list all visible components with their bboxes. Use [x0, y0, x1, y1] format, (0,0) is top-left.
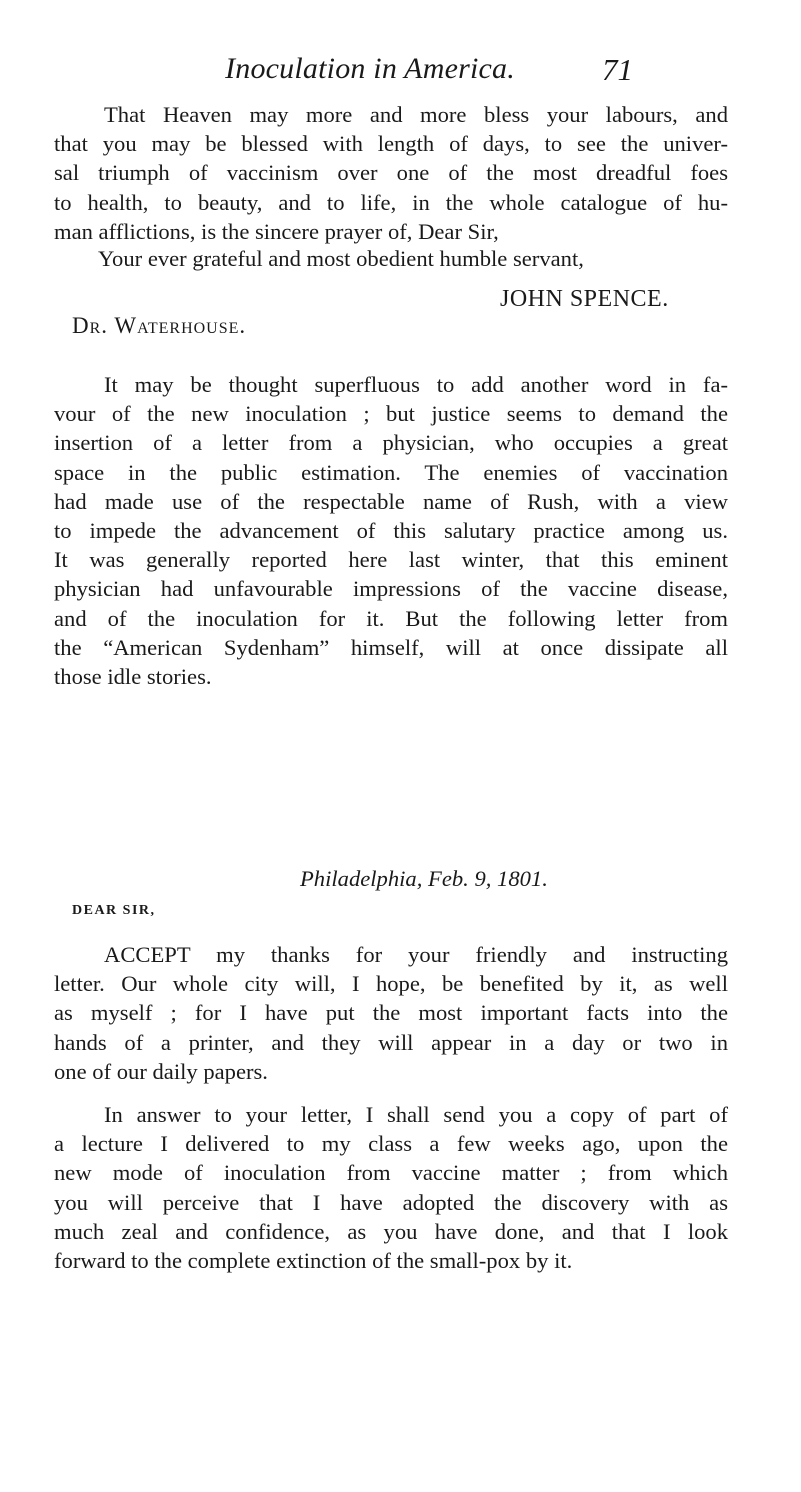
signature: JOHN SPENCE. [500, 286, 669, 312]
text-line: That Heaven may more and more bless your labours, and [104, 102, 728, 127]
running-head: Inoculation in America. [225, 52, 515, 85]
text-line: In answer to your letter, I shall send you a copy of part of [104, 1102, 728, 1127]
text-line: to impede the advancement of this salutary practice among us. [54, 518, 728, 544]
text-line: one of our daily papers. [54, 1058, 268, 1084]
text-line: forward to the complete extinction of the small-pox by it. [54, 1248, 573, 1274]
rush-letter-paragraph-two [54, 1100, 728, 1275]
text-line: sal triumph of vaccinism over one of the most dreadful foes [54, 160, 728, 186]
text-line: a lecture I delivered to my class a few weeks ago, upon the [54, 1131, 728, 1157]
spence-letter-closing [54, 100, 728, 246]
text-line: you will perceive that I have adopted the discovery with as [54, 1189, 728, 1215]
page-number: 71 [602, 52, 633, 87]
addressee: Dr. Waterhouse. [72, 313, 247, 338]
text-line: had made use of the respectable name of Rush, with a view [54, 488, 728, 514]
text-line: those idle stories. [54, 664, 212, 690]
text-line: to health, to beauty, and to life, in the whole catalogue of hu- [54, 189, 728, 215]
text-line: It was generally reported here last winter, that this eminent [54, 547, 728, 573]
text-line: the “American Sydenham” himself, will at once dissipate all [54, 634, 728, 660]
letter-dateline: Philadelphia, Feb. 9, 1801. [300, 866, 548, 891]
text-line: much zeal and confidence, as you have done, and that I look [54, 1218, 728, 1244]
text-line: as myself ; for I have put the most important facts into the [54, 1000, 728, 1026]
text-line: ACCEPT my thanks for your friendly and instructing [104, 942, 728, 967]
text-line: space in the public estimation. The enemies of vaccination [54, 459, 728, 485]
text-line: vour of the new inoculation ; but justice seems to demand the [54, 401, 728, 427]
text-line: and of the inoculation for it. But the following letter from [54, 605, 728, 631]
text-line: man afflictions, is the sincere prayer of, Dear Sir, [54, 218, 499, 244]
text-line: letter. Our whole city will, I hope, be benefited by it, as well [54, 971, 728, 997]
text-line: insertion of a letter from a physician, who occupies a great [54, 430, 728, 456]
commentary-paragraph [54, 370, 728, 691]
valediction: Your ever grateful and most obedient humble servant, [98, 246, 584, 271]
text-line: hands of a printer, and they will appear in a day or two in [54, 1029, 728, 1055]
text-line: that you may be blessed with length of days, to see the univer- [54, 131, 728, 157]
text-line: It may be thought superfluous to add another word in fa- [104, 372, 728, 397]
letter-salutation: DEAR SIR, [72, 903, 156, 918]
text-line: new mode of inoculation from vaccine matter ; from which [54, 1160, 728, 1186]
rush-letter-paragraph-one [54, 940, 728, 1086]
text-line: physician had unfavourable impressions of the vaccine disease, [54, 576, 728, 602]
